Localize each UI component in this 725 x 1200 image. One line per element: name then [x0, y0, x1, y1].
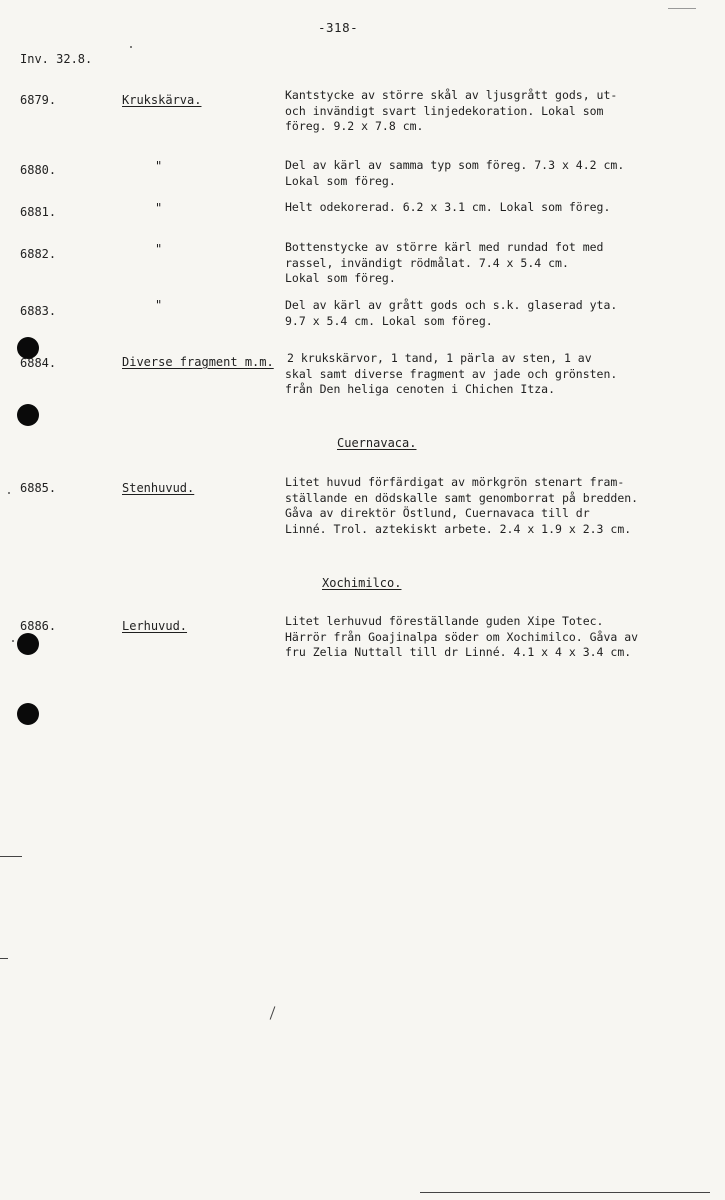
description-line: föreg. 9.2 x 7.8 cm.	[285, 119, 424, 133]
description-line: Linné. Trol. aztekiskt arbete. 2.4 x 1.9 x 2.3 cm.	[285, 521, 632, 536]
punch-hole	[17, 404, 39, 426]
description-line: Kantstycke av större skål av ljusgrått gods, ut-	[285, 88, 618, 102]
entry-name: Lerhuvud.	[122, 619, 188, 633]
entry-name: Stenhuvud.	[122, 481, 195, 495]
ditto-mark: "	[155, 201, 163, 215]
description-line: Härrör från Goajinalpa söder om Xochimilco. Gåva av	[285, 629, 639, 644]
punch-hole	[17, 703, 39, 725]
ditto-mark: "	[155, 298, 163, 312]
description-line: skal samt diverse fragment av jade och grönsten.	[285, 366, 618, 381]
stray-mark	[420, 1192, 710, 1193]
description-line: Litet lerhuvud föreställande guden Xipe Totec.	[285, 614, 604, 628]
description-line: och invändigt svart linjedekoration. Lokal som	[285, 103, 604, 118]
description-line: från Den heliga cenoten i Chichen Itza.	[285, 382, 556, 396]
description-line: Del av kärl av grått gods och s.k. glaserad yta.	[285, 298, 618, 312]
entry-number: 6880.	[20, 163, 57, 177]
description-line: Litet huvud förfärdigat av mörkgrön stenart fram-	[285, 475, 625, 489]
entry-name: Krukskärva.	[122, 93, 202, 107]
ditto-mark: "	[155, 159, 163, 173]
description-line: 2 krukskärvor, 1 tand, 1 pärla av sten, 1 av	[287, 351, 592, 365]
stray-mark	[12, 640, 14, 642]
entry-number: 6883.	[20, 304, 57, 318]
entry-number: 6882.	[20, 247, 57, 261]
description-line: ställande en dödskalle samt genomborrat på bredden.	[285, 490, 639, 505]
entry-description	[285, 240, 705, 287]
entry-number: 6884.	[20, 356, 57, 370]
entry-number: 6886.	[20, 619, 57, 633]
description-line: Helt odekorerad. 6.2 x 3.1 cm. Lokal som föreg.	[285, 200, 611, 214]
stray-mark	[668, 8, 696, 9]
entry-name: Diverse fragment m.m.	[122, 355, 274, 369]
ditto-mark: "	[155, 242, 163, 256]
entry-description	[285, 298, 705, 329]
entry-number: 6881.	[20, 205, 57, 219]
description-line: Gåva av direktör Östlund, Cuernavaca till dr	[285, 506, 590, 520]
description-line: fru Zelia Nuttall till dr Linné. 4.1 x 4 x 3.4 cm.	[285, 645, 632, 659]
inventory-label: Inv. 32.8.	[20, 52, 93, 66]
description-line: 9.7 x 5.4 cm. Lokal som föreg.	[285, 313, 493, 328]
description-line: rassel, invändigt rödmålat. 7.4 x 5.4 cm.	[285, 255, 569, 270]
description-line: Del av kärl av samma typ som föreg. 7.3 x 4.2 cm.	[285, 158, 625, 172]
entry-description	[285, 88, 705, 135]
stray-mark	[8, 492, 10, 494]
entry-number: 6885.	[20, 481, 57, 495]
section-heading: Cuernavaca.	[337, 436, 417, 450]
description-line: Bottenstycke av större kärl med rundad fot med	[285, 240, 604, 254]
entry-description	[285, 158, 705, 189]
stray-mark	[0, 958, 8, 959]
entry-description	[285, 200, 705, 216]
entry-description	[285, 614, 705, 661]
punch-hole	[17, 633, 39, 655]
stray-mark	[0, 856, 22, 857]
entry-description	[285, 351, 705, 398]
description-line: Lokal som föreg.	[285, 173, 396, 188]
description-line: Lokal som föreg.	[285, 271, 396, 285]
stray-mark	[130, 46, 132, 48]
section-heading: Xochimilco.	[322, 576, 402, 590]
stray-mark	[270, 1006, 276, 1019]
entry-number: 6879.	[20, 93, 57, 107]
entry-description	[285, 475, 705, 537]
page-number: -318-	[318, 20, 359, 35]
